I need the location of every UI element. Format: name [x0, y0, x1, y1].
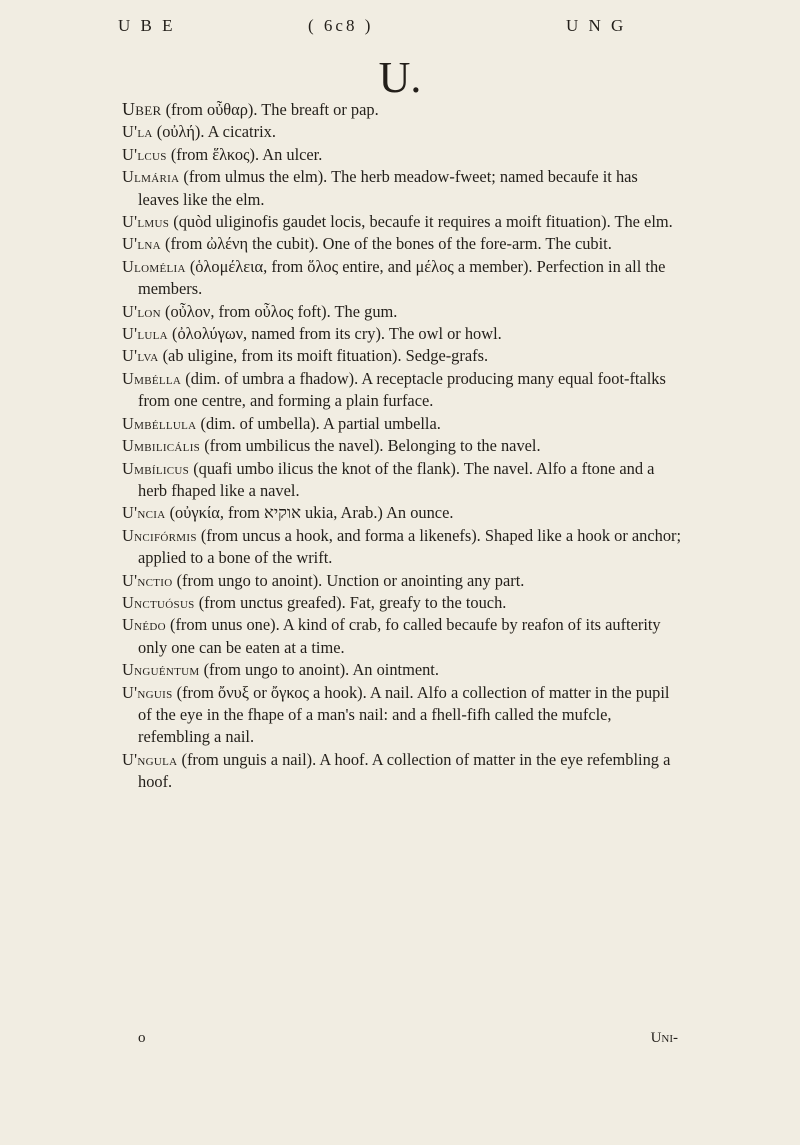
entry-definition: (οὐλή). A cicatrix.	[152, 122, 276, 142]
dictionary-entry	[122, 435, 682, 457]
entry-headword: U'lmus	[122, 212, 170, 232]
dictionary-entry	[122, 144, 682, 166]
entry-definition: (from ὄνυξ or ὄγκος a hook). A nail. Alfo a collection of matter in the pupil of the eye in the fhape of a man's nail: and a fhell-fifh called the mufcle, refembling a nail.	[138, 682, 670, 747]
entry-definition: (ὁλομέλεια, from ὅλος entire, and μέλος a member). Perfection in all the members.	[138, 256, 666, 299]
entry-headword: U'lna	[122, 234, 161, 254]
dictionary-entry	[122, 592, 682, 614]
entry-definition: (from unguis a nail). A hoof. A collection of matter in the eye refembling a hoof.	[138, 749, 671, 792]
entry-definition: (οὐγκία, from אוקיא ukia, Arab.) An ounce.	[165, 503, 454, 523]
entry-headword: U'nguis	[122, 682, 173, 702]
entry-list	[122, 98, 682, 794]
dictionary-entry	[122, 211, 682, 233]
catchword: Unı-	[650, 1030, 678, 1046]
entry-headword: Unguéntum	[122, 660, 200, 680]
entry-definition: (from umbilicus the navel). Belonging to the navel.	[200, 436, 541, 456]
dictionary-entry	[122, 659, 682, 681]
entry-definition: (from unus one). A kind of crab, fo called becaufe by reafon of its aufterity only one can be eaten at a time.	[138, 615, 661, 657]
entry-headword: U'lcus	[122, 144, 167, 164]
running-head-left: U B E	[118, 16, 176, 35]
entry-headword: Umbílicus	[122, 458, 190, 478]
dictionary-entry	[122, 121, 682, 143]
entry-headword: Umbéllula	[122, 413, 197, 433]
entry-definition: (from ὠλένη the cubit). One of the bones of the fore-arm. The cubit.	[160, 234, 612, 254]
entry-headword: Unctuósus	[122, 592, 195, 612]
entry-definition: (from οὖθαρ). The breaft or pap.	[161, 100, 379, 119]
entry-definition: (dim. of umbra a fhadow). A receptacle producing many equal foot-ftalks from one centre, and forming a plain furface.	[138, 368, 666, 411]
entry-headword: Uncifórmis	[122, 525, 197, 545]
dictionary-entry	[122, 525, 682, 570]
running-head-right: U N G	[566, 16, 627, 35]
dictionary-entry	[122, 413, 682, 435]
entry-definition: (from ulmus the elm). The herb meadow-fweet; named becaufe it has leaves like the elm.	[138, 167, 638, 209]
entry-definition: (ὀλολύγων, named from its cry). The owl or howl.	[167, 324, 502, 344]
dictionary-entry	[122, 345, 682, 367]
entry-definition: (ab uligine, from its moift fituation). Sedge-grafs.	[158, 346, 489, 366]
entry-headword: U'la	[122, 122, 153, 142]
entry-headword: Uber	[122, 99, 162, 119]
dictionary-entry	[122, 98, 682, 121]
dictionary-entry	[122, 458, 682, 503]
entry-definition: (οὖλον, from οὖλος foft). The gum.	[160, 301, 398, 321]
entry-definition: (quòd uliginofis gaudet locis, becaufe it requires a moift fituation). The elm.	[169, 212, 673, 232]
entry-headword: U'lva	[122, 346, 159, 366]
entry-headword: U'lon	[122, 301, 161, 321]
entry-definition: (from ungo to anoint). Unction or anointing any part.	[172, 570, 525, 590]
entry-definition: (from ἕλκος). An ulcer.	[166, 144, 323, 164]
entry-definition: (from ungo to anoint). An ointment.	[199, 660, 439, 680]
entry-headword: U'ncia	[122, 503, 166, 523]
section-letter: U.	[378, 53, 422, 102]
entry-definition: (from uncus a hook, and forma a likenefs). Shaped like a hook or anchor; applied to a bone of the wrift.	[138, 525, 682, 568]
entry-definition: (dim. of umbella). A partial umbella.	[196, 413, 441, 433]
dictionary-entry	[122, 301, 682, 323]
signature-mark: o	[138, 1030, 146, 1046]
dictionary-entry	[122, 614, 682, 659]
dictionary-entry	[122, 323, 682, 345]
entry-headword: Ulmária	[122, 167, 180, 187]
entry-definition: (from unctus greafed). Fat, greafy to the touch.	[194, 592, 507, 612]
dictionary-entry	[122, 368, 682, 413]
dictionary-entry	[122, 682, 682, 749]
dictionary-entry	[122, 166, 682, 211]
dictionary-entry	[122, 749, 682, 794]
page-number: ( 6c8 )	[308, 16, 374, 35]
dictionary-entry	[122, 256, 682, 301]
entry-headword: Umbilicális	[122, 436, 201, 456]
dictionary-entry	[122, 570, 682, 592]
entry-headword: Ulomélia	[122, 256, 186, 276]
entry-headword: Unédo	[122, 615, 166, 635]
dictionary-entry	[122, 233, 682, 255]
entry-headword: Umbélla	[122, 368, 182, 388]
entry-headword: U'ngula	[122, 749, 178, 769]
entry-headword: U'nctio	[122, 570, 173, 590]
entry-definition: (quafi umbo ilicus the knot of the flank). The navel. Alfo a ftone and a herb fhaped like a navel.	[138, 458, 655, 500]
dictionary-entry	[122, 502, 682, 524]
entry-headword: U'lula	[122, 324, 168, 344]
